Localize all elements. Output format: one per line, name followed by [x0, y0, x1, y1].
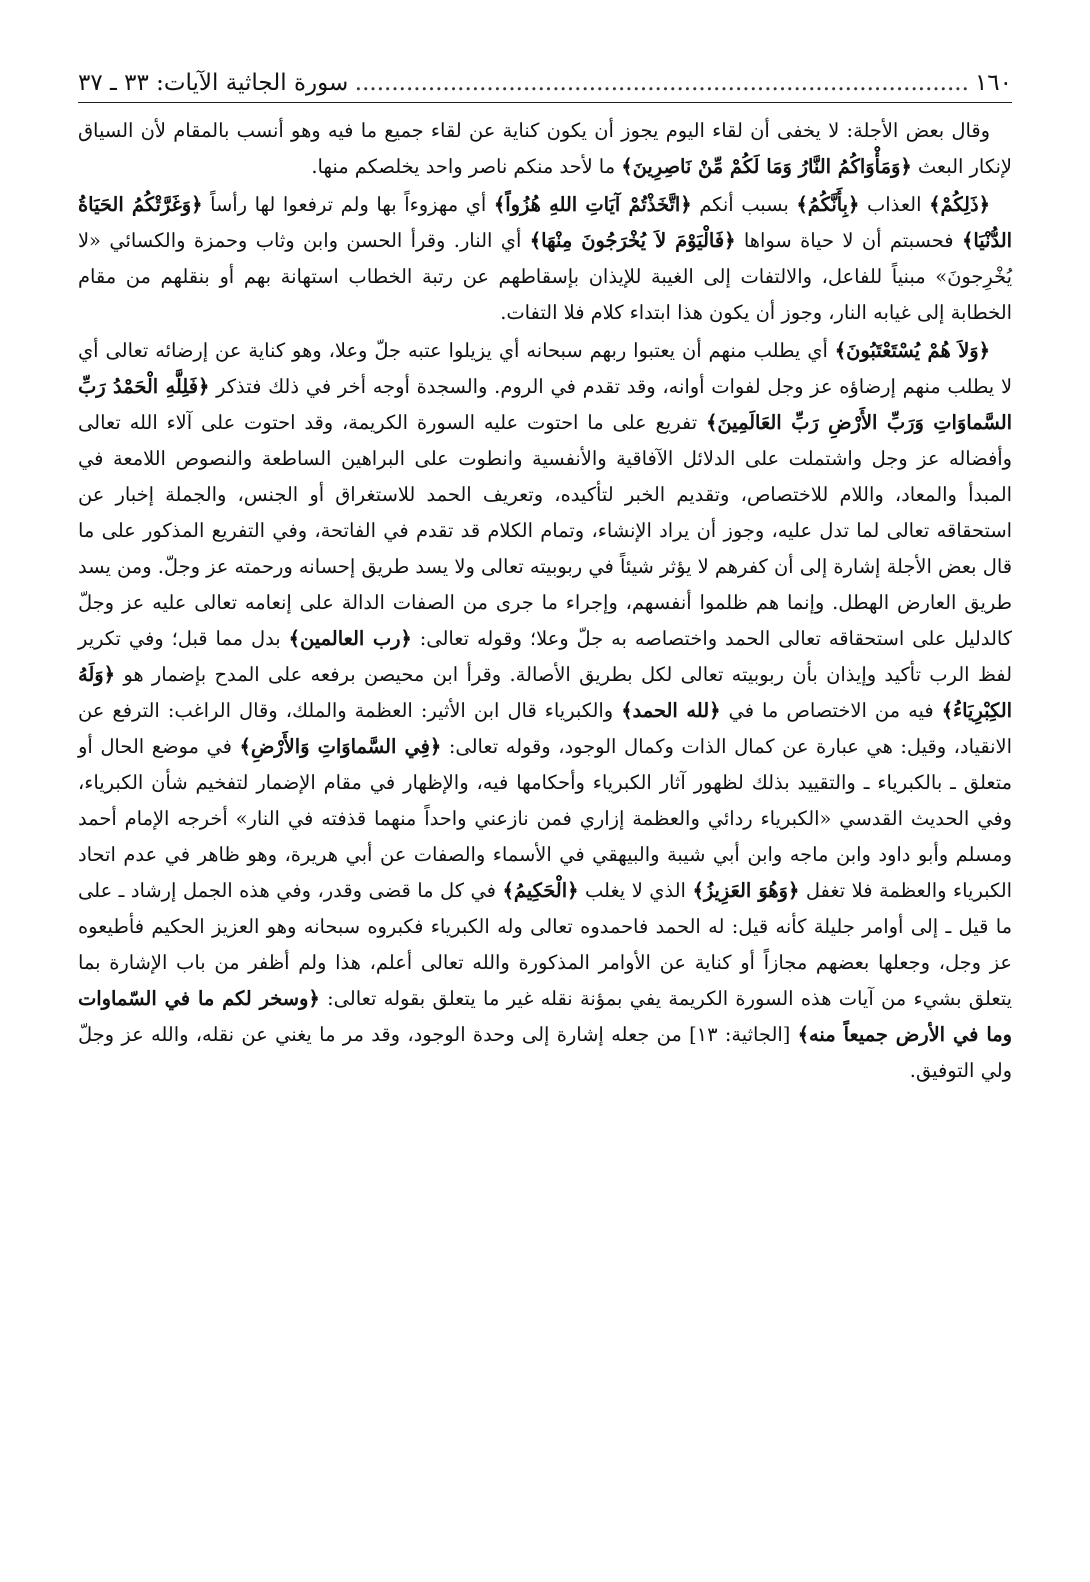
text-run: في كل ما قضى وقدر، وفي هذه الجمل إرشاد ـ على ما قيل ـ إلى أوامر جليلة كأنه قيل: له الحمد فاحمدوه تعالى وله الكبرياء فكبروه سبحانه وهو العزيز الحكيم فأطيعوه عز وجل، وجعلها بعضهم مجازاً أو كناية عن الأوامر المذكورة والله تعالى أعلم، هذا ولم أظفر من باب الإشارة بما يتعلق بشيء من آيات هذه السورة الكريمة يفي بمؤنة نقله غير ما يتعلق بقوله تعالى:	[78, 879, 1012, 1010]
paragraph	[78, 333, 1012, 1089]
quran-quote: ﴿وسخر لكم ما في السّماوات وما في الأرض جميعاً منه﴾	[78, 987, 1012, 1046]
text-run: فحسبتم أن لا حياة سواها	[735, 229, 962, 252]
quran-quote: ﴿رب العالمين﴾	[288, 627, 412, 650]
quran-quote: ﴿بِأَنَّكُمُ﴾	[796, 193, 860, 216]
text-run: أي يطلب منهم أن يعتبوا ربهم سبحانه أي يزيلوا عتبه جلّ وعلا، وهو كناية عن إرضائه تعالى أي لا يطلب منهم إرضاؤه عز وجل لفوات أوانه، وقد تقدم في الروم. والسجدة أوجه أخر في ذلك فتذكر	[78, 339, 1012, 398]
text-run: أي النار. وقرأ الحسن وابن وثاب وحمزة والكسائي «لا يُخْرِجونَ» مبنياً للفاعل، والالتفات إلى الغيبة للإيذان بإسقاطهم عن رتبة الخطاب استهانة بهم أو بنقلهم من مقام الخطابة إلى غيابه النار، وجوز أن يكون هذا ابتداء كلام فلا التفات.	[78, 229, 1012, 324]
text-run: والكبرياء قال ابن الأثير: العظمة والملك، وقال الراغب: الترفع عن الانقياد، وقيل: هي عبارة عن كمال الذات وكمال الوجود، وقوله تعالى:	[78, 699, 1012, 758]
quran-quote: ﴿وَهُوَ العَزِيزُ﴾	[692, 879, 800, 902]
quran-quote: ﴿فَالْيَوْمَ لاَ يُخْرَجُونَ مِنْهَا﴾	[529, 229, 736, 252]
page-header	[78, 70, 1012, 103]
text-run: بسبب أنكم	[691, 193, 797, 216]
quran-quote: ﴿فَلِلَّهِ الْحَمْدُ رَبِّ السَّماوَاتِ وَرَبِّ الأَرْضِ رَبِّ العَالَمِينَ﴾	[78, 375, 1012, 434]
body-text	[78, 113, 1012, 1089]
page-number: ١٦٠	[974, 70, 1012, 96]
quran-quote: ﴿ذَلِكُمْ﴾	[929, 193, 990, 216]
quran-quote: ﴿وَلاَ هُمْ يُسْتَعْتَبُونَ﴾	[834, 339, 991, 362]
quran-quote: ﴿وَمَأْوَاكُمُ النَّارُ وَمَا لَكُمْ مِّنْ نَاصِرِينَ﴾	[621, 155, 912, 178]
text-run: العذاب	[859, 193, 930, 216]
text-run: بدل مما قبل؛ وفي تكرير لفظ الرب تأكيد وإيذان بأن ربوبيته تعالى لكل بطريق الأصالة. وقرأ ابن محيصن برفعه على المدح بإضمار هو	[78, 627, 1012, 686]
quran-quote: ﴿لله الحمد﴾	[621, 699, 721, 722]
quran-quote: ﴿اتَّخَذْتُمْ آيَاتِ اللهِ هُزُواً﴾	[493, 193, 692, 216]
text-run: فيه من الاختصاص ما في	[720, 699, 942, 722]
quran-quote: ﴿وَغَرَّتْكُمُ الحَيَاةُ الدُّنْيَا﴾	[78, 193, 1012, 252]
text-run: الذي لا يغلب	[578, 879, 693, 902]
quran-quote: ﴿فِي السَّماوَاتِ وَالأَرْضِ﴾	[239, 735, 442, 758]
quran-quote: ﴿وَلَهُ الكِبْرِيَاءُ﴾	[78, 663, 1012, 722]
text-run: أي مهزوءاً بها ولم ترفعوا لها رأساً	[202, 193, 494, 216]
text-run: [الجاثية: ١٣] من جعله إشارة إلى وحدة الوجود، وقد مر ما يغني عن نقله، والله عز وجلّ ولي التوفيق.	[78, 1023, 1012, 1082]
quran-quote: ﴿الْحَكِيمُ﴾	[502, 879, 579, 902]
text-run: ما لأحد منكم ناصر واحد يخلصكم منها.	[311, 155, 622, 178]
paragraph	[78, 187, 1012, 331]
text-run: وقال بعض الأجلة: لا يخفى أن لقاء اليوم يجوز أن يكون كناية عن لقاء جميع ما فيه وهو أنسب بالمقام لأن السياق لإنكار البعث	[78, 119, 1012, 178]
paragraph	[78, 113, 1012, 185]
text-run: تفريع على ما احتوت عليه السورة الكريمة، وقد احتوت على آلاء الله تعالى وأفضاله عز وجل واشتملت على الدلائل الآفاقية والأنفسية وانطوت على البراهين الساطعة والنصوص اللامعة في المبدأ والمعاد، واللام للاختصاص، وتقديم الخبر لتأكيده، وتعريف الحمد للاستغراق أو الجنس، والجملة إخبار عن استحقاقه تعالى لما تدل عليه، وجوز أن يراد الإنشاء، وتمام الكلام قد تقدم في الفاتحة، وفي التفريع المذكور على ما قال بعض الأجلة إشارة إلى أن كفرهم لا يؤثر شيئاً في ربوبيته تعالى ولا يسد طريق إحسانه ورحمته عز وجلّ. ومن يسد طريق العارض الهطل. وإنما هم ظلموا أنفسهم، وإجراء ما جرى من الصفات الدالة على إنعامه تعالى عليه عز وجلّ كالدليل على استحقاقه تعالى الحمد واختصاصه به جلّ وعلا؛ وقوله تعالى:	[78, 411, 1012, 650]
text-run: في موضع الحال أو متعلق ـ بالكبرياء ـ والتقييد بذلك لظهور آثار الكبرياء وأحكامها فيه، والإظهار في مقام الإضمار لتفخيم شأن الكبرياء، وفي الحديث القدسي «الكبرياء ردائي والعظمة إزاري فمن نازعني واحداً منهما قذفته في النار» أخرجه الإمام أحمد ومسلم وأبو داود وابن ماجه وابن أبي شيبة والبيهقي في الأسماء والصفات عن أبي هريرة، وهو ظاهر في عدم اتحاد الكبرياء والعظمة فلا تغفل	[78, 735, 1013, 902]
running-title: سورة الجاثية الآيات: ٣٣ ـ ٣٧	[78, 70, 349, 96]
leader-dots	[354, 70, 969, 96]
